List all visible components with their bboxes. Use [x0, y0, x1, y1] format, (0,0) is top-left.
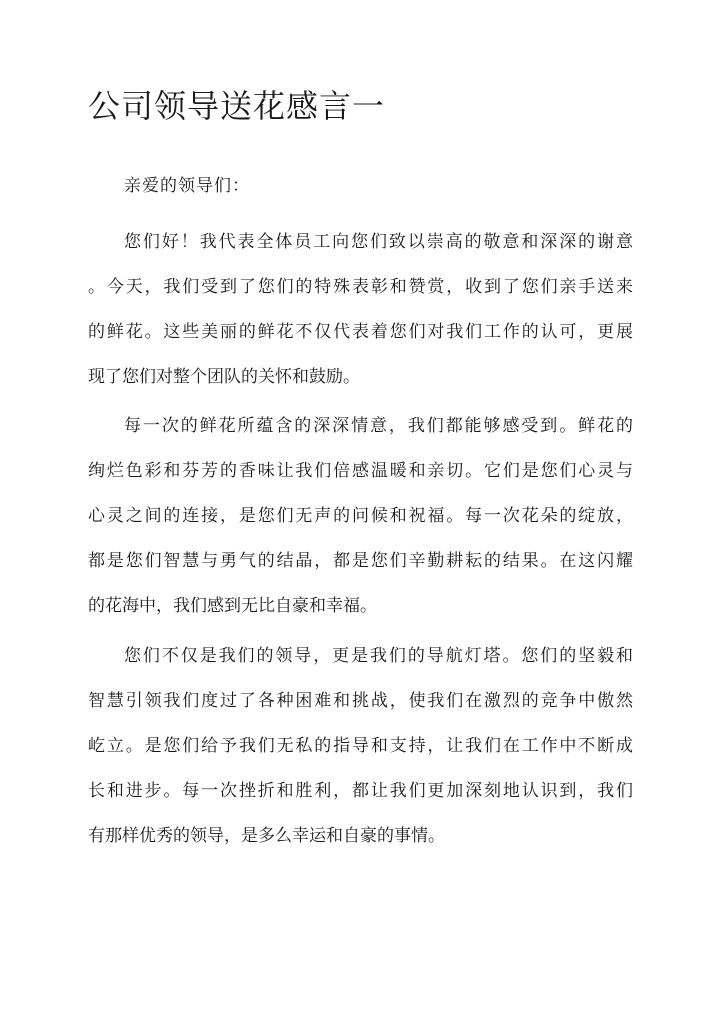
document-title: 公司领导送花感言一: [88, 87, 386, 125]
paragraph-line: 都是您们智慧与勇气的结晶，都是您们辛勤耕耘的结果。在这闪耀: [88, 551, 633, 571]
paragraph-line: 您们不仅是我们的领导，更是我们的导航灯塔。您们的坚毅和: [124, 646, 633, 666]
paragraph-line: 现了您们对整个团队的关怀和鼓励。: [88, 367, 360, 387]
paragraph-line: 长和进步。每一次挫折和胜利，都让我们更加深刻地认识到，我们: [88, 781, 633, 801]
salutation: 亲爱的领导们：: [124, 176, 250, 196]
paragraph-line: 屹立。是您们给予我们无私的指导和支持，让我们在工作中不断成: [88, 736, 633, 756]
paragraph-line: 绚烂色彩和芬芳的香味让我们倍感温暖和亲切。它们是您们心灵与: [88, 461, 633, 481]
paragraph-line: 智慧引领我们度过了各种困难和挑战，使我们在激烈的竞争中傲然: [88, 691, 633, 711]
paragraph-line: 。今天，我们受到了您们的特殊表彰和赞赏，收到了您们亲手送来: [88, 277, 633, 297]
paragraph-1: [88, 228, 633, 408]
paragraph-line: 心灵之间的连接，是您们无声的问候和祝福。每一次花朵的绽放，: [88, 506, 633, 526]
paragraph-3: [88, 642, 633, 867]
paragraph-line: 的花海中，我们感到无比自豪和幸福。: [88, 596, 377, 616]
paragraph-line: 有那样优秀的领导，是多么幸运和自豪的事情。: [88, 826, 445, 846]
paragraph-2: [88, 412, 633, 637]
paragraph-line: 的鲜花。这些美丽的鲜花不仅代表着您们对我们工作的认可，更展: [88, 322, 633, 342]
paragraph-line: 您们好！我代表全体员工向您们致以崇高的敬意和深深的谢意: [124, 232, 633, 252]
paragraph-line: 每一次的鲜花所蕴含的深深情意，我们都能够感受到。鲜花的: [124, 416, 633, 436]
